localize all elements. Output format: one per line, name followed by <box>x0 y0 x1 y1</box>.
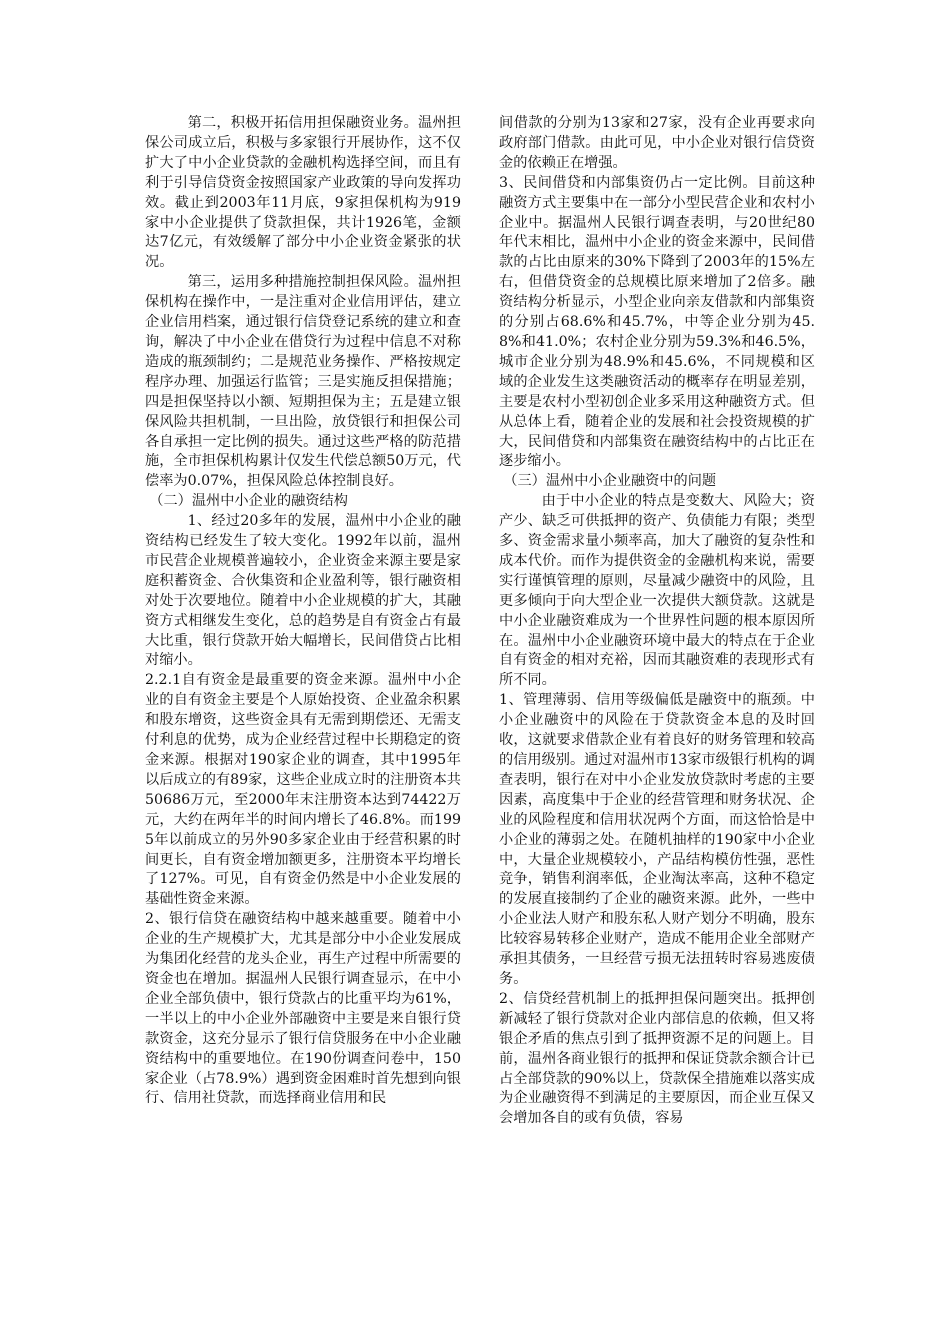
paragraph-bank-credit-continued: 间借款的分别为13家和27家，没有企业再要求向政府部门借款。由此可见，中小企业对银行信贷资金的依赖正在增强。 <box>499 115 815 171</box>
paragraph-own-funds: 2.2.1自有资金是最重要的资金来源。温州中小企业的自有资金主要是个人原始投资、企业盈余积累和股东增资，这些资金具有无需到期偿还、无需支付利息的优势，成为企业经营过程中长期稳定的资金来源。根据对190家企业的调查，其中1995年以后成立的有89家，这些企业成立时的注册资本共50686万元，至2000年末注册资本达到74422万元，大约在两年半的时间内增长了46.8%。而1995年以前成立的另外90多家企业由于经营积累的时间更长，自有资金增加额更多，注册资本平均增长了127%。可见，自有资金仍然是中小企业发展的基础性资金来源。 <box>145 672 461 908</box>
right-text-column <box>499 114 815 1129</box>
paragraph-private-lending: 3、民间借贷和内部集资仍占一定比例。目前这种融资方式主要集中在一部分小型民营企业和农村小企业中。据温州人民银行调查表明，与20世纪80年代末相比，温州中小企业的资金来源中，民间借款的占比由原来的30%下降到了2003年的15%左右，但借贷资金的总规模比原来增加了2倍多。融资结构分析显示，小型企业向亲友借款和内部集资的分别占68.6%和45.7%，中等企业分别为45.8%和41.0%；农村企业分别为59.3%和46.5%，城市企业分别为48.9%和45.6%，不同规模和区域的企业发生这类融资活动的概率存在明显差别，主要是农村小型初创企业多采用这种融资方式。但从总体上看，随着企业的发展和社会投资规模的扩大，民间借贷和内部集资在融资结构中的占比正在逐步缩小。 <box>499 174 815 470</box>
paragraph-sme-characteristics: 由于中小企业的特点是变数大、风险大；资产少、缺乏可供抵押的资产、负债能力有限；类型多、资金需求量小频率高，加大了融资的复杂性和成本代价。而作为提供资金的金融机构来说，需要实行谨慎管理的原则，尽量减少融资中的风险，且更多倾向于向大型企业一次提供大额贷款。这就是中小企业融资难成为一个世界性问题的根本原因所在。温州中小企业融资环境中最大的特点在于企业自有资金的相对充裕，因而其融资难的表现形式有所不同。 <box>499 493 815 689</box>
paragraph-credit-guarantee: 第二，积极开拓信用担保融资业务。温州担保公司成立后，积极与多家银行开展协作，这不仅扩大了中小企业贷款的金融机构选择空间，而且有利于引导信贷资金按照国家产业政策的导向发挥功效。截止到2003年11月底，9家担保机构为919家中小企业提供了贷款担保，共计1926笔，金额达7亿元，有效缓解了部分中小企业资金紧张的状况。 <box>145 115 461 271</box>
section-heading-financing-structure: （二）温州中小企业的融资结构 <box>149 493 348 510</box>
paragraph-structure-change: 1、经过20多年的发展，温州中小企业的融资结构已经发生了较大变化。1992年以前，温州市民营企业规模普遍较小，企业资金来源主要是家庭积蓄资金、合伙集资和企业盈利等，银行融资相对处于次要地位。随着中小企业规模的扩大，其融资方式相继发生变化，总的趋势是自有资金占有最大比重，银行贷款开始大幅增长，民间借贷占比相对缩小。 <box>145 513 461 669</box>
paragraph-risk-control: 第三，运用多种措施控制担保风险。温州担保机构在操作中，一是注重对企业信用评估，建立企业信用档案，通过银行信贷登记系统的建立和查询，解决了中小企业在借贷行为过程中信息不对称造成的瓶颈制约；二是规范业务操作、严格按规定程序办理、加强运行监管；三是实施反担保措施；四是担保坚持以小额、短期担保为主；五是建立银保风险共担机制，一旦出险，放贷银行和担保公司各自承担一定比例的损失。通过这些严格的防范措施，全市担保机构累计仅发生代偿总额50万元，代偿率为0.07%，担保风险总体控制良好。 <box>145 274 461 490</box>
paragraph-bank-credit: 2、银行信贷在融资结构中越来越重要。随着中小企业的生产规模扩大，尤其是部分中小企业发展成为集团化经营的龙头企业，再生产过程中所需要的资金也在增加。据温州人民银行调查显示，在中小企业全部负债中，银行贷款占的比重平均为61%，一半以上的中小企业外部融资中主要是来自银行贷款资金，这充分显示了银行信贷服务在中小企业融资结构中的重要地位。在190份调查问卷中，150家企业（占78.9%）遇到资金困难时首先想到向银行、信用社贷款，而选择商业信用和民 <box>145 911 461 1107</box>
paragraph-weak-management: 1、管理薄弱、信用等级偏低是融资中的瓶颈。中小企业融资中的风险在于贷款资金本息的及时回收，这就要求借款企业有着良好的财务管理和较高的信用级别。通过对温州市13家市级银行机构的调查表明，银行在对中小企业发放贷款时考虑的主要因素，高度集中于企业的经营管理和财务状况、企业的风险程度和信用状况两个方面，而这恰恰是中小企业的薄弱之处。在随机抽样的190家中小企业中，大量企业规模较小，产品结构模仿性强，恶性竞争，销售利润率低，企业淘汰率高，这种不稳定的发展直接制约了企业的融资来源。此外，一些中小企业法人财产和股东私人财产划分不明确，股东比较容易转移企业财产，造成不能用企业全部财产承担其债务，一旦经营亏损无法扭转时容易逃废债务。 <box>499 692 815 987</box>
paragraph-collateral-issues: 2、信贷经营机制上的抵押担保问题突出。抵押创新减轻了银行贷款对企业内部信息的依赖，但又将银企矛盾的焦点引到了抵押资源不足的问题上。目前，温州各商业银行的抵押和保证贷款余额合计已占全部贷款的90%以上，贷款保全措施难以落实成为企业融资得不到满足的主要原因，而企业互保又会增加各自的或有负债，容易 <box>499 990 815 1127</box>
section-heading-financing-problems: （三）温州中小企业融资中的问题 <box>503 473 717 490</box>
left-text-column <box>145 114 461 1109</box>
